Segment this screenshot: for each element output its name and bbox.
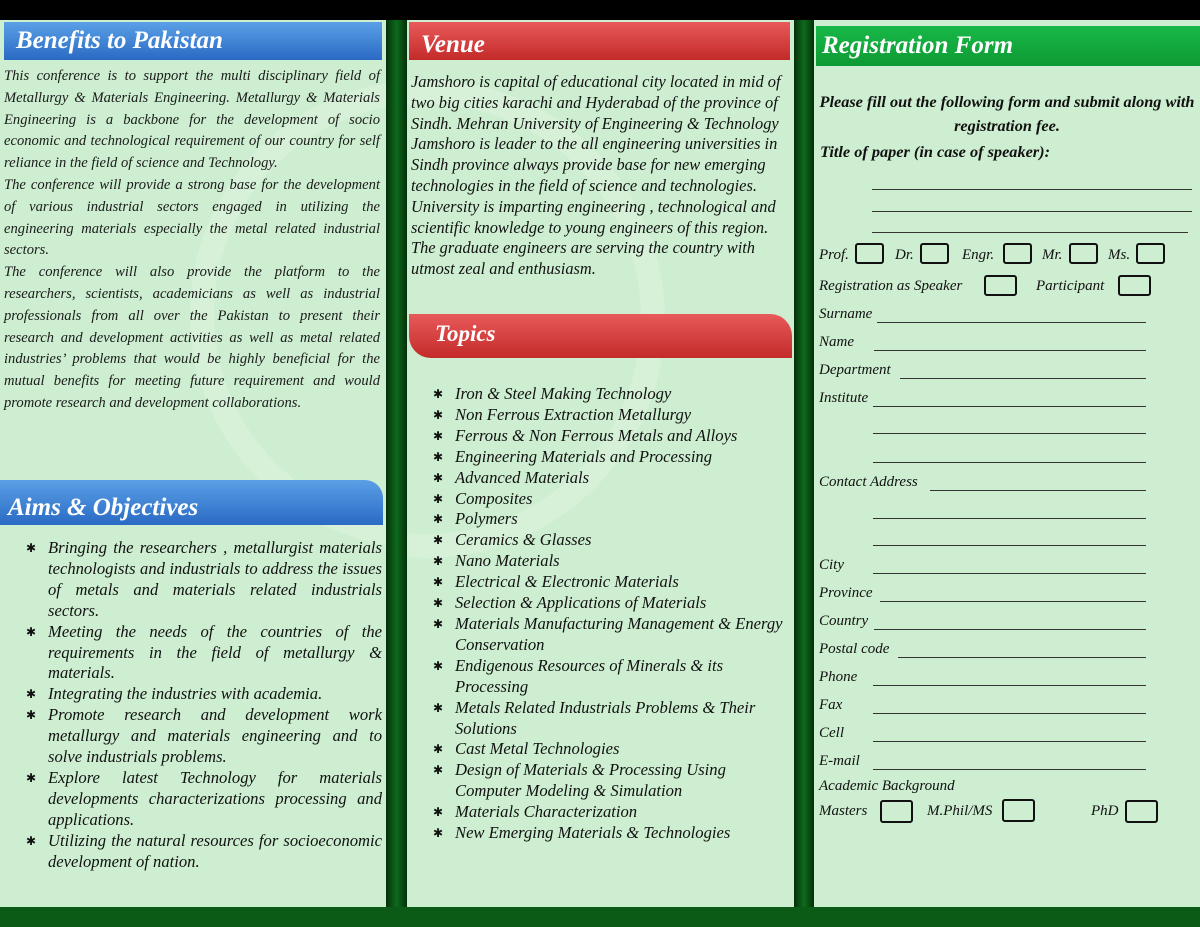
aims-list xyxy=(24,538,382,873)
registration-form xyxy=(814,20,1200,907)
mphil-checkbox[interactable] xyxy=(1002,799,1035,822)
fax-field[interactable] xyxy=(873,713,1146,714)
list-item: ✱ Promote research and development work metallurgy and materials engineering and to solve industrials problems. xyxy=(26,705,382,767)
department-label: Department xyxy=(819,362,891,378)
participant-label: Participant xyxy=(1036,278,1105,294)
bullet-icon: ✱ xyxy=(433,533,444,548)
bullet-icon: ✱ xyxy=(433,658,444,673)
bullet-icon: ✱ xyxy=(433,596,444,611)
list-item: ✱ Utilizing the natural resources for socioeconomic development of nation. xyxy=(26,830,382,871)
city-label: City xyxy=(819,557,844,573)
list-item: ✱ Ceramics & Glasses xyxy=(433,530,592,550)
aims-heading: Aims & Objectives xyxy=(0,480,383,525)
honorific-dr-checkbox[interactable] xyxy=(920,243,949,264)
honorific-dr-label: Dr. xyxy=(895,247,914,263)
fold-gutter-right xyxy=(794,20,814,907)
list-item: ✱ Advanced Materials xyxy=(433,467,590,487)
paper-title-label: Title of paper (in case of speaker): xyxy=(820,142,1050,161)
list-item: ✱ Cast Metal Technologies xyxy=(433,739,620,759)
bullet-icon: ✱ xyxy=(433,449,444,464)
bullet-icon: ✱ xyxy=(433,491,444,506)
postal-code-label: Postal code xyxy=(819,641,890,657)
cell-field[interactable] xyxy=(873,741,1146,742)
name-field[interactable] xyxy=(874,350,1146,351)
honorific-engr-label: Engr. xyxy=(962,247,995,263)
list-item: ✱ Composites xyxy=(433,488,533,508)
bottom-border xyxy=(0,907,1200,927)
honorific-prof-checkbox[interactable] xyxy=(855,243,884,264)
bullet-icon: ✱ xyxy=(433,554,444,569)
institute-field-line-3[interactable] xyxy=(873,462,1146,463)
phd-checkbox[interactable] xyxy=(1125,800,1158,823)
bullet-icon: ✱ xyxy=(433,805,444,820)
institute-label: Institute xyxy=(819,390,869,406)
benefits-paragraph-3: The conference will also provide the platform to the researchers, scientists, academicians as well as industrial professionals from all over the Pakistan to present their research and development activities as well as metal related industries’ problems that would be highly beneficial for the mutual benefits for meeting future requirement and would promote research and development collaborations. xyxy=(4,264,380,411)
bullet-icon: ✱ xyxy=(433,470,444,485)
list-item: ✱ Selection & Applications of Materials xyxy=(433,593,707,613)
list-item: ✱ Bringing the researchers , metallurgist materials technologists and industrials to address the issues of metals and materials related industrials sectors. xyxy=(26,538,382,620)
email-label: E-mail xyxy=(819,753,860,769)
benefits-text xyxy=(4,66,380,415)
bullet-icon: ✱ xyxy=(433,407,444,422)
contact-address-line-3[interactable] xyxy=(873,545,1146,546)
bullet-icon: ✱ xyxy=(26,770,37,785)
bullet-icon: ✱ xyxy=(433,428,444,443)
venue-heading: Venue xyxy=(409,22,790,60)
list-item: ✱ Explore latest Technology for materials developments characterizations processing and applications. xyxy=(26,767,382,829)
bullet-icon: ✱ xyxy=(26,833,37,848)
masters-label: Masters xyxy=(819,803,868,819)
list-item: ✱ Endigenous Resources of Minerals & its Processing xyxy=(433,655,724,696)
list-item: ✱ Design of Materials & Processing Using Computer Modeling & Simulation xyxy=(433,760,726,801)
phone-field[interactable] xyxy=(873,685,1146,686)
honorific-mr-label: Mr. xyxy=(1042,247,1063,263)
contact-address-field[interactable] xyxy=(930,490,1146,491)
bullet-icon: ✱ xyxy=(26,708,37,723)
panel-venue-topics xyxy=(407,20,794,907)
list-item: ✱ Nano Materials xyxy=(433,551,560,571)
phone-label: Phone xyxy=(819,669,858,685)
venue-text: Jamshoro is capital of educational city located in mid of two big cities karachi and Hyderabad of the province of Sindh. Mehran University of Engineering & Technology Jamshoro is leader to the all engineering universities in Sindh province always provide base for new emerging technologies in the field of science and technologies. University is imparting engineering , technological and scientific knowledge to young engineers of this region. The graduate engineers are serving the country with utmost zeal and enthusiasm. xyxy=(411,72,781,279)
fold-gutter-left xyxy=(386,20,407,907)
list-item: ✱ New Emerging Materials & Technologies xyxy=(433,823,731,843)
speaker-checkbox[interactable] xyxy=(984,275,1017,296)
province-field[interactable] xyxy=(880,601,1146,602)
list-item: ✱ Iron & Steel Making Technology xyxy=(433,384,672,403)
honorific-prof-label: Prof. xyxy=(819,247,849,263)
surname-label: Surname xyxy=(819,306,873,322)
participant-checkbox[interactable] xyxy=(1118,275,1151,296)
list-item: ✱ Electrical & Electronic Materials xyxy=(433,572,679,592)
honorific-ms-checkbox[interactable] xyxy=(1136,243,1165,264)
bullet-icon: ✱ xyxy=(433,826,444,841)
bullet-icon: ✱ xyxy=(433,616,444,631)
top-border xyxy=(0,0,1200,20)
contact-address-line-2[interactable] xyxy=(873,518,1146,519)
email-field[interactable] xyxy=(873,769,1146,770)
honorific-mr-checkbox[interactable] xyxy=(1069,243,1098,264)
benefits-heading: Benefits to Pakistan xyxy=(4,22,382,60)
institute-field[interactable] xyxy=(873,406,1146,407)
honorific-engr-checkbox[interactable] xyxy=(1003,243,1032,264)
list-item: ✱ Non Ferrous Extraction Metallurgy xyxy=(433,404,692,424)
bullet-icon: ✱ xyxy=(433,575,444,590)
academic-background-label: Academic Background xyxy=(819,778,955,794)
bullet-icon: ✱ xyxy=(433,512,444,527)
name-label: Name xyxy=(819,334,854,350)
list-item: ✱ Integrating the industries with academia. xyxy=(26,684,323,704)
cell-label: Cell xyxy=(819,725,844,741)
bullet-icon: ✱ xyxy=(433,763,444,778)
institute-field-line-2[interactable] xyxy=(873,433,1146,434)
panel-benefits-aims xyxy=(0,20,386,907)
country-label: Country xyxy=(819,613,869,629)
form-heading: Registration Form xyxy=(816,26,1200,66)
paper-title-line-1[interactable] xyxy=(872,189,1192,190)
panel-registration-form xyxy=(814,20,1200,907)
fax-label: Fax xyxy=(819,697,843,713)
bullet-icon: ✱ xyxy=(433,387,444,401)
list-item: ✱ Ferrous & Non Ferrous Metals and Alloys xyxy=(433,425,738,445)
paper-title-line-3[interactable] xyxy=(872,232,1188,233)
country-field[interactable] xyxy=(874,629,1146,630)
masters-checkbox[interactable] xyxy=(880,800,913,823)
list-item: ✱ Materials Characterization xyxy=(433,802,638,822)
contact-address-label: Contact Address xyxy=(819,474,918,490)
phd-label: PhD xyxy=(1091,803,1119,819)
bullet-icon: ✱ xyxy=(26,687,37,702)
surname-field[interactable] xyxy=(877,322,1146,323)
list-item: ✱ Engineering Materials and Processing xyxy=(433,446,713,466)
bullet-icon: ✱ xyxy=(26,624,37,639)
list-item: ✱ Polymers xyxy=(433,509,518,529)
mphil-label: M.Phil/MS xyxy=(927,803,993,819)
list-item: ✱ Materials Manufacturing Management & Energy Conservation xyxy=(433,613,783,654)
postal-code-field[interactable] xyxy=(898,657,1146,658)
paper-title-line-2[interactable] xyxy=(872,211,1192,212)
province-label: Province xyxy=(819,585,873,601)
department-field[interactable] xyxy=(900,378,1146,379)
topics-heading: Topics xyxy=(409,314,792,358)
benefits-paragraph-2: The conference will provide a strong base for the development of various industrial sectors engaged in utilizing the engineering materials especially the metal related industrial sectors. xyxy=(4,176,380,259)
topics-list xyxy=(431,384,786,844)
list-item: ✱ Meeting the needs of the countries of the requirements in the field of metallurgy & materials. xyxy=(26,621,382,683)
city-field[interactable] xyxy=(873,573,1146,574)
bullet-icon: ✱ xyxy=(26,541,37,555)
speaker-label: Registration as Speaker xyxy=(819,278,963,294)
benefits-paragraph-1: This conference is to support the multi disciplinary field of Metallurgy & Materials Engineering. Metallurgy & Materials Engineering is a backbone for the development of socio economic and technological requirement of our country for self reliance in the field of science and Technology. xyxy=(4,68,380,172)
form-instructions: Please fill out the following form and submit along with registration fee. xyxy=(819,92,1195,135)
list-item: ✱ Metals Related Industrials Problems & Their Solutions xyxy=(433,697,756,738)
bullet-icon: ✱ xyxy=(433,700,444,715)
honorific-ms-label: Ms. xyxy=(1108,247,1131,263)
bullet-icon: ✱ xyxy=(433,742,444,757)
